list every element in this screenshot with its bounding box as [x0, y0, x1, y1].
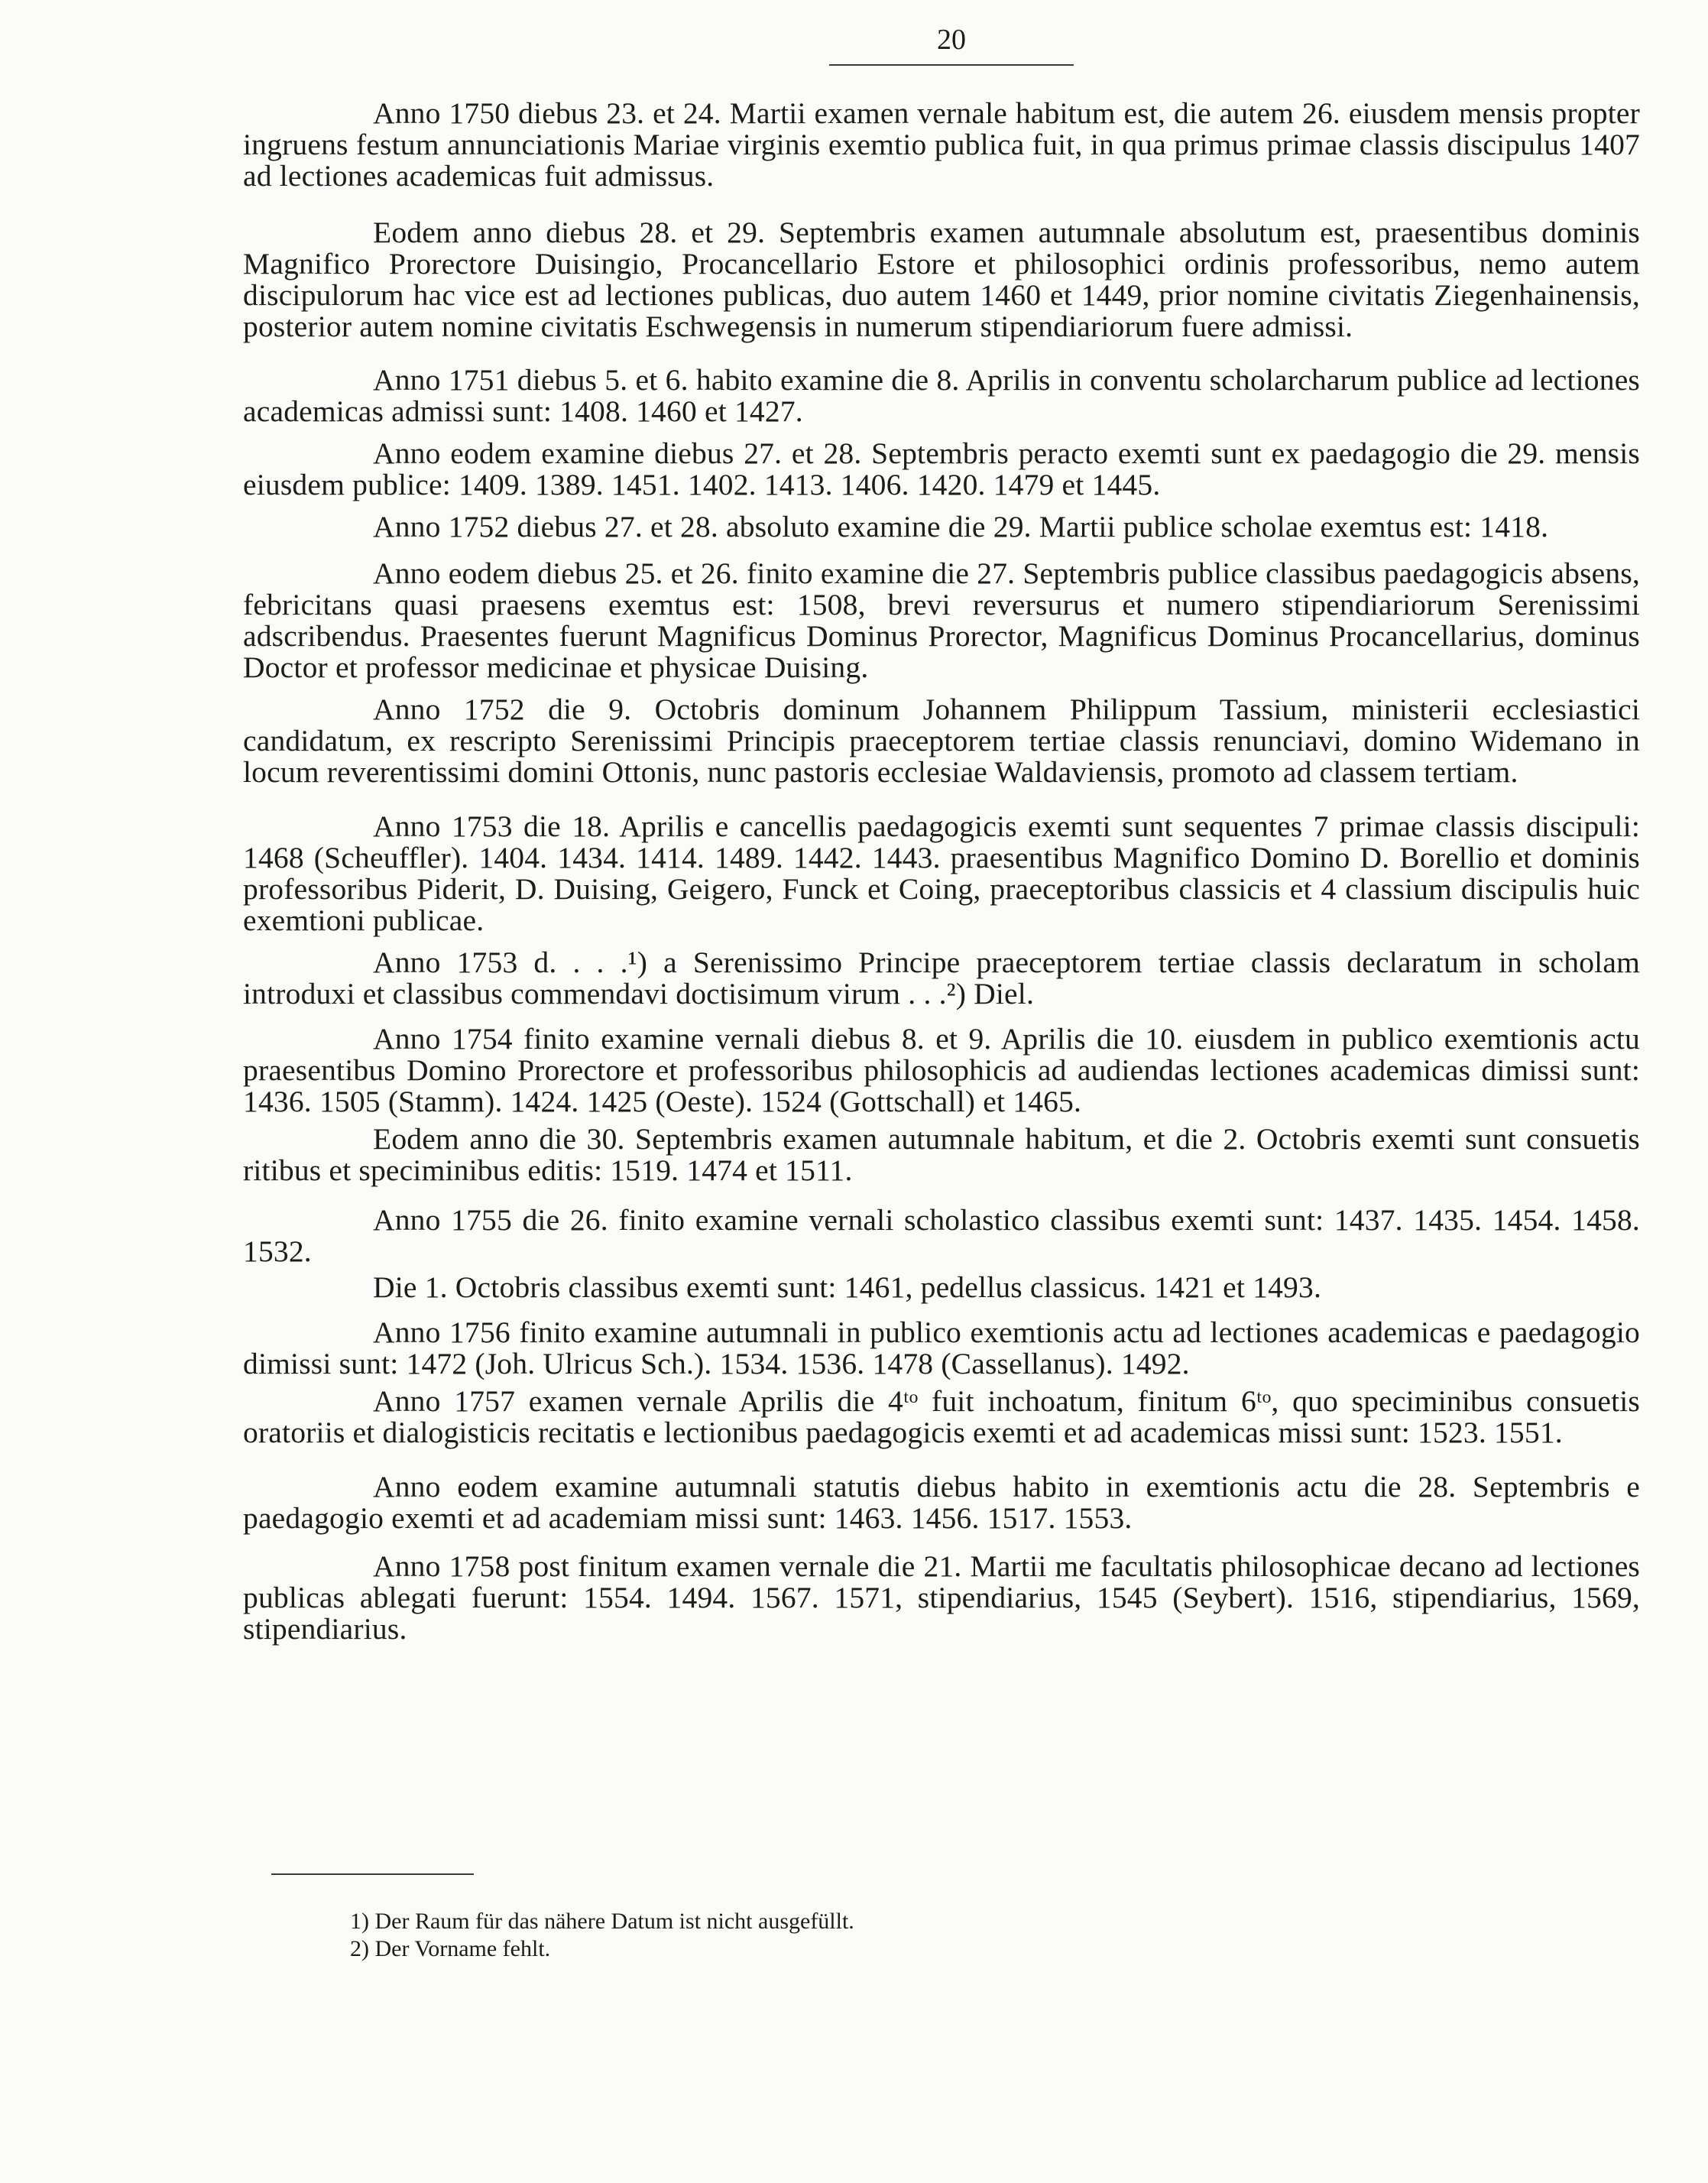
paragraph-12: Anno 1755 die 26. finito examine vernali scholastico classibus exemti sunt: 1437. 1435. 1454. 1458. 1532. — [243, 1203, 1640, 1268]
paragraph-16: Anno eodem examine autumnali statutis diebus habito in exemtionis actu die 28. Septembris e paedagogio exemti et ad academiam missi sunt: 1463. 1456. 1517. 1553. — [243, 1470, 1640, 1535]
paragraph-4: Anno eodem examine diebus 27. et 28. Septembris peracto exemti sunt ex paedagogio die 29. mensis eiusdem publice: 1409. 1389. 1451. 1402. 1413. 1406. 1420. 1479 et 1445. — [243, 436, 1640, 501]
paragraph-13: Die 1. Octobris classibus exemti sunt: 1461, pedellus classicus. 1421 et 1493. — [373, 1270, 1322, 1304]
header-rule — [829, 64, 1074, 66]
paragraph-11: Eodem anno die 30. Septembris examen autumnale habitum, et die 2. Octobris exemti sunt consuetis ritibus et speciminibus editis: 1519. 1474 et 1511. — [243, 1122, 1640, 1187]
paragraph-14: Anno 1756 finito examine autumnali in publico exemtionis actu ad lectiones academicas e paedagogio dimissi sunt: 1472 (Joh. Ulricus Sch.). 1534. 1536. 1478 (Cassellanus). 1492. — [243, 1315, 1640, 1380]
footnotes — [350, 1908, 1573, 1963]
body-text — [243, 98, 1640, 1645]
paragraph-2: Eodem anno diebus 28. et 29. Septembris examen autumnale absolutum est, praesentibus dominis Magnifico Prorectore Duisingio, Procancellario Estore et philosophici ordinis professoribus, nemo autem discipulorum hac vice est ad lectiones publicas, duo autem 1460 et 1449, prior nomine civitatis Ziegenhainensis, posterior autem nomine civitatis Eschwegensis in numerum stipendiariorum fuere admissi. — [243, 216, 1640, 343]
paragraph-3: Anno 1751 diebus 5. et 6. habito examine die 8. Aprilis in conventu scholarcharum publice ad lectiones academicas admissi sunt: 1408. 1460 et 1427. — [243, 363, 1640, 428]
paragraph-15: Anno 1757 examen vernale Aprilis die 4ᵗᵒ fuit inchoatum, finitum 6ᵗᵒ, quo speciminibus consuetis oratoriis et dialogisticis recitatis e lectionibus paedagogicis exemti et ad academicas missi sunt: 1523. 1551. — [243, 1384, 1640, 1449]
paragraph-6: Anno eodem diebus 25. et 26. finito examine die 27. Septembris publice classibus paedagogicis absens, febricitans quasi praesens exemtus est: 1508, brevi reversurus et numero stipendiariorum Serenissimi adscribendus. Praesentes fuerunt Magnificus Dominus Prorector, Magnificus Dominus Procancellarius, dominus Doctor et professor medicinae et physicae Duising. — [243, 556, 1640, 684]
paragraph-5: Anno 1752 diebus 27. et 28. absoluto examine die 29. Martii publice scholae exemtus est: 1418. — [373, 510, 1549, 543]
page-number: 20 — [937, 24, 966, 56]
footnote-1: 1) Der Raum für das nähere Datum ist nicht ausgefüllt. — [350, 1909, 854, 1934]
paragraph-9: Anno 1753 d. . . .¹) a Serenissimo Principe praeceptorem tertiae classis declaratum in scholam introduxi et classibus commendavi doctisimum virum . . .²) Diel. — [243, 946, 1640, 1010]
footnote-rule — [271, 1873, 474, 1875]
footnote-2: 2) Der Vorname fehlt. — [350, 1936, 551, 1961]
paragraph-10: Anno 1754 finito examine vernali diebus 8. et 9. Aprilis die 10. eiusdem in publico exemtionis actu praesentibus Domino Prorectore et professoribus philosophicis ad audiendas lectiones academicas dimissi sunt: 1436. 1505 (Stamm). 1424. 1425 (Oeste). 1524 (Gottschall) et 1465. — [243, 1022, 1640, 1118]
paragraph-17: Anno 1758 post finitum examen vernale die 21. Martii me facultatis philosophicae decano ad lectiones publicas ablegati fuerunt: 1554. 1494. 1567. 1571, stipendiarius, 1545 (Seybert). 1516, stipendiarius, 1569, stipendiarius. — [243, 1549, 1640, 1646]
paragraph-1: Anno 1750 diebus 23. et 24. Martii examen vernale habitum est, die autem 26. eiusdem mensis propter ingruens festum annunciationis Mariae virginis exemtio publica fuit, in qua primus primae classis discipulus 1407 ad lectiones academicas fuit admissus. — [243, 96, 1640, 193]
paragraph-8: Anno 1753 die 18. Aprilis e cancellis paedagogicis exemti sunt sequentes 7 primae classis discipuli: 1468 (Scheuffler). 1404. 1434. 1414. 1489. 1442. 1443. praesentibus Magnifico Domino D. Borellio et dominis professoribus Piderit, D. Duising, Geigero, Funck et Coing, praeceptoribus classicis et 4 classium discipulis huic exemtioni publicae. — [243, 809, 1640, 937]
paragraph-7: Anno 1752 die 9. Octobris dominum Johannem Philippum Tassium, ministerii ecclesiastici candidatum, ex rescripto Serenissimi Principis praeceptorem tertiae classis renunciavi, domino Widemano in locum reverentissimi domini Ottonis, nunc pastoris ecclesiae Waldaviensis, promoto ad classem tertiam. — [243, 693, 1640, 789]
